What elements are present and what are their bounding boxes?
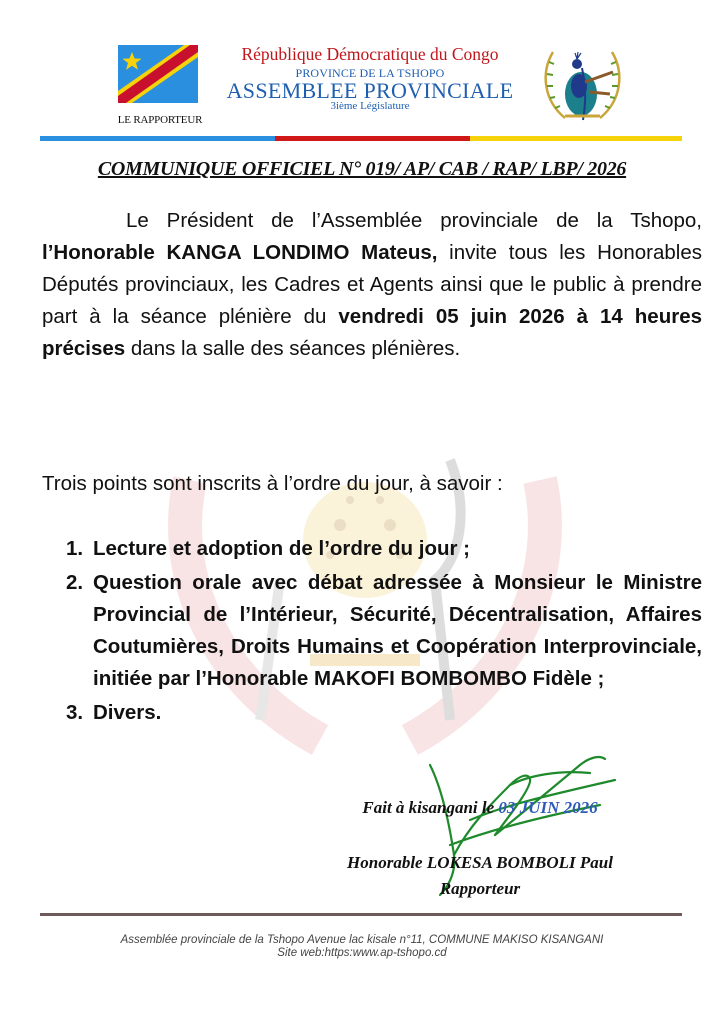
agenda-item-number: 2. (66, 571, 84, 594)
invitation-paragraph (42, 205, 702, 365)
communique-title: COMMUNIQUE OFFICIEL N° 019/ AP/ CAB / RAP/ LBP/ 2026 (97, 158, 627, 180)
footer-website: Site web:https:www.ap-tshopo.cd (277, 947, 447, 959)
legislature-label: 3ième Législature (330, 99, 410, 112)
drc-flag-icon (118, 45, 198, 103)
agenda-intro: Trois points sont inscrits à l’ordre du jour, à savoir : (42, 472, 503, 495)
place-text: Fait à kisangani le (362, 798, 499, 817)
footer-divider (40, 913, 682, 916)
peacock-emblem-icon (535, 42, 630, 127)
agenda-item (66, 533, 702, 565)
footer-address: Assemblée provinciale de la Tshopo Avenue lac kisale n°11, COMMUNE MAKISO KISANGANI (120, 934, 604, 946)
place-and-date (290, 798, 670, 818)
agenda-item (66, 567, 702, 695)
province-name: PROVINCE DE LA TSHOPO (295, 65, 445, 80)
header-color-bar-red (275, 136, 470, 141)
agenda-item-number: 1. (66, 537, 84, 560)
rapporteur-label: LE RAPPORTEUR (117, 114, 203, 126)
issue-date: 03 JUIN 2026 (498, 798, 598, 817)
agenda-item (66, 697, 702, 729)
paragraph-text: invite tous les Honorables Députés provinciaux, les Cadres et Agents ainsi que le public à prendre part à la séance plénière du (42, 241, 702, 328)
footer (40, 934, 684, 960)
country-name: République Démocratique du Congo (241, 44, 499, 64)
institution-header (210, 46, 530, 112)
agenda-list (66, 533, 702, 731)
agenda-item-text: Divers. (93, 701, 162, 724)
agenda-item-text: Question orale avec débat adressée à Monsieur le Ministre Provincial de l’Intérieur, Sécurité, Décentralisation, Affaires Coutumières, Droits Humains et Coopération Interprovinciale, initiée par l’Honorable MAKOFI BOMBOMBO Fidèle ; (93, 571, 702, 690)
header-color-bar-yellow (470, 136, 682, 141)
president-name: l’Honorable KANGA LONDIMO Mateus, (42, 241, 438, 264)
paragraph-text: dans la salle des séances plénières. (125, 337, 461, 360)
agenda-item-number: 3. (66, 701, 84, 724)
signer-role: Rapporteur (439, 879, 521, 898)
agenda-item-text: Lecture et adoption de l’ordre du jour ; (93, 537, 470, 560)
signer-name: Honorable LOKESA BOMBOLI Paul (347, 853, 613, 872)
paragraph-text: Le Président de l’Assemblée provinciale de la Tshopo, (126, 209, 702, 232)
header-color-bar-blue (40, 136, 275, 141)
session-datetime: vendredi 05 juin 2026 à 14 heures précises (42, 305, 702, 360)
assembly-name: ASSEMBLEE PROVINCIALE (226, 77, 514, 103)
